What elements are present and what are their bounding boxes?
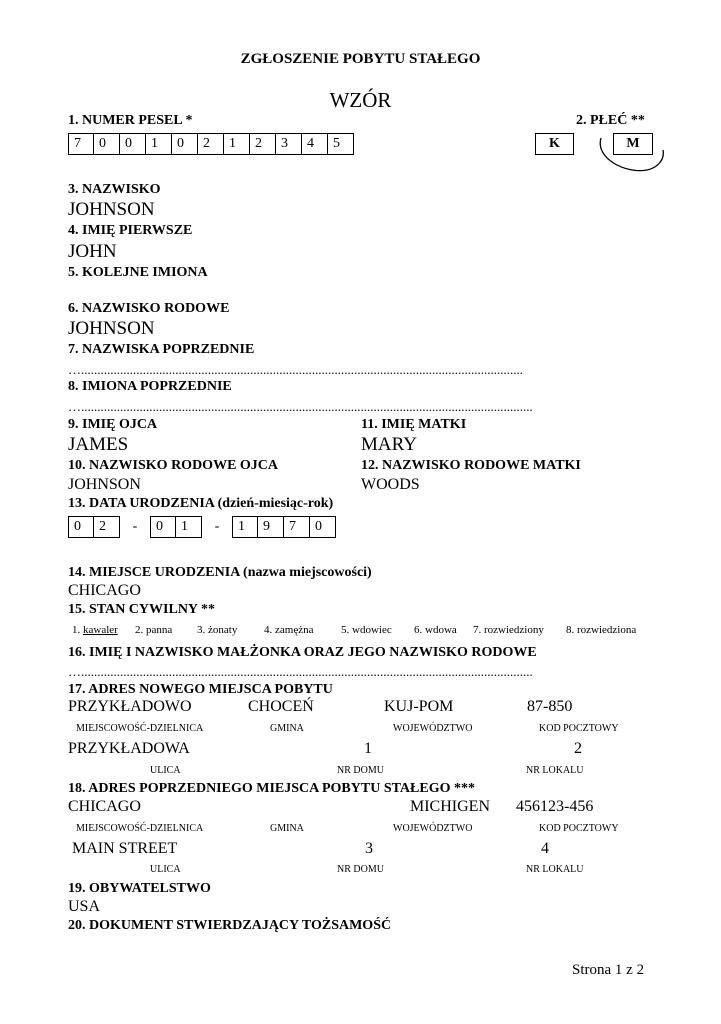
mother-name-label: 11. IMIĘ MATKI xyxy=(361,417,467,432)
sex-option-k[interactable]: K xyxy=(535,133,574,155)
id-document-label: 20. DOKUMENT STWIERDZAJĄCY TOŻSAMOŚĆ xyxy=(68,918,392,933)
document-subtitle: WZÓR xyxy=(329,88,392,112)
caption-voivodeship: WOJEWÓDZTWO xyxy=(393,823,473,834)
birth-place-label: 14. MIEJSCE URODZENIA (nazwa miejscowości) xyxy=(68,565,372,580)
father-family-name-value: JOHNSON xyxy=(68,476,141,493)
caption-apartment-no: NR LOKALU xyxy=(526,765,584,776)
caption-commune: GMINA xyxy=(270,823,304,834)
marital-option[interactable]: 1. kawaler xyxy=(72,624,118,636)
prev-address-label: 18. ADRES POPRZEDNIEGO MIEJSCA POBYTU STAŁEGO *** xyxy=(68,781,475,796)
caption-apartment-no: NR LOKALU xyxy=(526,864,584,875)
new-address-city: PRZYKŁADOWO xyxy=(68,698,192,715)
previous-surnames-label: 7. NAZWISKA POPRZEDNIE xyxy=(68,342,255,357)
new-address-house-no: 1 xyxy=(364,740,372,757)
prev-address-house-no: 3 xyxy=(365,840,373,857)
marital-option[interactable]: 2. panna xyxy=(135,624,173,636)
page-number: Strona 1 z 2 xyxy=(572,962,645,978)
digit-cell[interactable]: 0 xyxy=(94,133,120,155)
caption-house-no: NR DOMU xyxy=(337,864,384,875)
prev-address-apartment-no: 4 xyxy=(541,840,549,857)
marital-option[interactable]: 3. żonaty xyxy=(197,624,238,636)
digit-cell[interactable]: 0 xyxy=(150,516,176,538)
citizenship-value: USA xyxy=(68,898,101,915)
digit-cell[interactable]: 3 xyxy=(276,133,302,155)
citizenship-label: 19. OBYWATELSTWO xyxy=(68,881,211,896)
caption-city: MIEJSCOWOŚĆ-DZIELNICA xyxy=(76,723,204,734)
prev-address-street: MAIN STREET xyxy=(72,840,178,857)
digit-cell[interactable]: 4 xyxy=(302,133,328,155)
sex-option-m[interactable]: M xyxy=(613,133,653,155)
digit-cell[interactable]: 5 xyxy=(328,133,354,155)
spouse-line: …........................................................................................................................................... xyxy=(68,664,533,679)
first-name-label: 4. IMIĘ PIERWSZE xyxy=(68,223,193,238)
mother-family-name-value: WOODS xyxy=(361,476,420,493)
digit-cell[interactable]: 9 xyxy=(258,516,284,538)
caption-street: ULICA xyxy=(150,765,181,776)
marital-option[interactable]: 8. rozwiedziona xyxy=(566,624,637,636)
birth-place-value: CHICAGO xyxy=(68,582,141,599)
caption-city: MIEJSCOWOŚĆ-DZIELNICA xyxy=(76,823,204,834)
family-name-value: JOHNSON xyxy=(68,318,155,339)
digit-cell[interactable]: 2 xyxy=(250,133,276,155)
digit-cell[interactable]: 1 xyxy=(224,133,250,155)
digit-cell[interactable]: 0 xyxy=(68,516,94,538)
digit-cell[interactable]: 1 xyxy=(232,516,258,538)
new-address-street: PRZYKŁADOWA xyxy=(68,740,190,757)
caption-postal-code: KOD POCZTOWY xyxy=(539,723,619,734)
digit-cell[interactable]: 7 xyxy=(68,133,94,155)
birth-date-field[interactable] xyxy=(68,516,336,538)
new-address-label: 17. ADRES NOWEGO MIEJSCA POBYTU xyxy=(68,682,333,697)
other-names-label: 5. KOLEJNE IMIONA xyxy=(68,265,208,280)
selection-circle-mark xyxy=(595,130,675,180)
sex-label: 2. PŁEĆ ** xyxy=(576,113,645,128)
marital-option[interactable]: 6. wdowa xyxy=(414,624,457,636)
digit-cell[interactable]: 2 xyxy=(94,516,120,538)
date-separator: - xyxy=(132,519,138,534)
digit-cell[interactable]: 0 xyxy=(120,133,146,155)
document-title: ZGŁOSZENIE POBYTU STAŁEGO xyxy=(240,51,481,67)
first-name-value: JOHN xyxy=(68,241,117,262)
previous-surnames-line: …........................................................................................................................................ xyxy=(68,362,523,377)
prev-address-postal-code: 456123-456 xyxy=(516,798,594,815)
previous-names-label: 8. IMIONA POPRZEDNIE xyxy=(68,379,232,394)
marital-option[interactable]: 7. rozwiedziony xyxy=(473,624,544,636)
marital-option[interactable]: 5. wdowiec xyxy=(341,624,392,636)
marital-option[interactable]: 4. zamężna xyxy=(264,624,314,636)
prev-address-city: CHICAGO xyxy=(68,798,141,815)
new-address-apartment-no: 2 xyxy=(574,740,582,757)
prev-address-voivodeship: MICHIGEN xyxy=(410,798,490,815)
caption-postal-code: KOD POCZTOWY xyxy=(539,823,619,834)
pesel-field[interactable] xyxy=(68,133,354,155)
caption-voivodeship: WOJEWÓDZTWO xyxy=(393,723,473,734)
birth-date-label: 13. DATA URODZENIA (dzień-miesiąc-rok) xyxy=(68,496,334,511)
mother-family-name-label: 12. NAZWISKO RODOWE MATKI xyxy=(361,458,581,473)
family-name-label: 6. NAZWISKO RODOWE xyxy=(68,301,230,316)
new-address-voivodeship: KUJ-POM xyxy=(384,698,454,715)
mother-name-value: MARY xyxy=(361,434,417,455)
caption-commune: GMINA xyxy=(270,723,304,734)
caption-street: ULICA xyxy=(150,864,181,875)
digit-cell[interactable]: 1 xyxy=(176,516,202,538)
previous-names-line: …........................................................................................................................................... xyxy=(68,399,533,414)
digit-cell[interactable]: 0 xyxy=(310,516,336,538)
surname-value: JOHNSON xyxy=(68,199,155,220)
father-family-name-label: 10. NAZWISKO RODOWE OJCA xyxy=(68,458,279,473)
new-address-commune: CHOCEŃ xyxy=(248,698,314,715)
digit-cell[interactable]: 1 xyxy=(146,133,172,155)
pesel-label: 1. NUMER PESEL * xyxy=(68,113,193,128)
spouse-label: 16. IMIĘ I NAZWISKO MAŁŻONKA ORAZ JEGO NAZWISKO RODOWE xyxy=(68,645,537,660)
new-address-postal-code: 87-850 xyxy=(527,698,573,715)
caption-house-no: NR DOMU xyxy=(337,765,384,776)
marital-status-label: 15. STAN CYWILNY ** xyxy=(68,602,216,617)
father-name-label: 9. IMIĘ OJCA xyxy=(68,417,158,432)
digit-cell[interactable]: 7 xyxy=(284,516,310,538)
date-separator: - xyxy=(214,519,220,534)
surname-label: 3. NAZWISKO xyxy=(68,182,161,197)
digit-cell[interactable]: 0 xyxy=(172,133,198,155)
father-name-value: JAMES xyxy=(68,434,129,455)
digit-cell[interactable]: 2 xyxy=(198,133,224,155)
